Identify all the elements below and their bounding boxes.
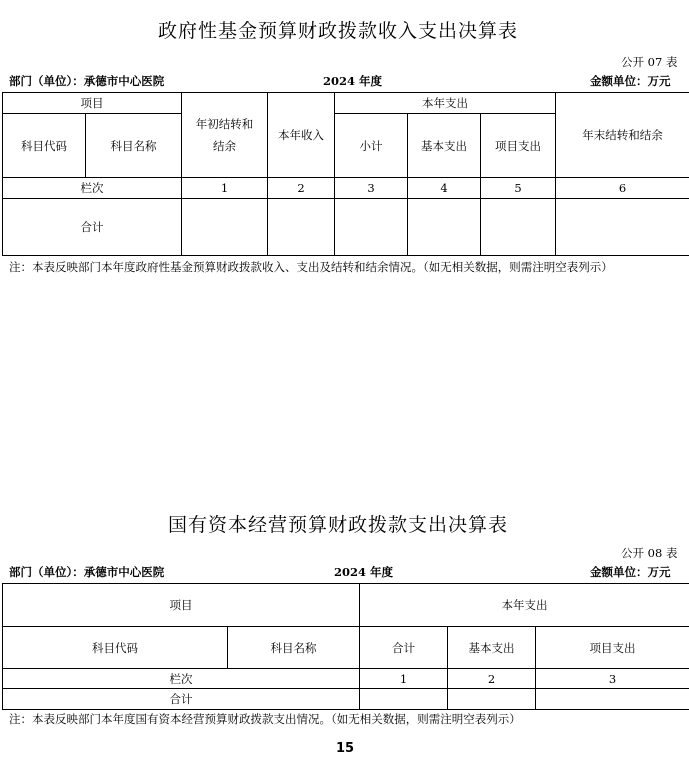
total-cell xyxy=(448,689,536,710)
col-num: 5 xyxy=(481,178,556,199)
total-label: 合计 xyxy=(3,689,360,710)
total-cell xyxy=(408,199,481,256)
table8-year: 2024 年度 xyxy=(334,565,394,579)
table8-code: 公开 08 表 xyxy=(621,546,678,560)
total-label: 合计 xyxy=(3,199,182,256)
header-income: 本年收入 xyxy=(268,93,335,178)
total-cell xyxy=(268,199,335,256)
row-label: 栏次 xyxy=(3,669,360,689)
col-num: 1 xyxy=(360,669,448,689)
col-num: 2 xyxy=(448,669,536,689)
table7-unit: 金额单位：万元 xyxy=(590,74,671,88)
header-begin-balance: 年初结转和结余 xyxy=(182,93,268,178)
table8-note: 注：本表反映部门本年度国有资本经营预算财政拨款支出情况。（如无相关数据，则需注明空表列示） xyxy=(9,712,521,726)
col-num: 4 xyxy=(408,178,481,199)
page-number: 15 xyxy=(336,741,355,756)
header-expense: 本年支出 xyxy=(360,584,689,627)
header-subtotal: 小计 xyxy=(335,114,408,178)
header-expense: 本年支出 xyxy=(335,93,556,114)
total-cell xyxy=(556,199,689,256)
col-num: 3 xyxy=(536,669,689,689)
table7-total-row xyxy=(3,199,689,256)
header-total: 合计 xyxy=(360,627,448,669)
table7-col-number-row xyxy=(3,178,689,199)
col-num: 1 xyxy=(182,178,268,199)
header-subject-name: 科目名称 xyxy=(228,627,360,669)
header-project: 项目支出 xyxy=(536,627,689,669)
header-project: 项目支出 xyxy=(481,114,556,178)
table7-code: 公开 07 表 xyxy=(621,55,678,69)
header-end-balance: 年末结转和结余 xyxy=(556,93,689,178)
total-cell xyxy=(360,689,448,710)
table7-year: 2024 年度 xyxy=(323,74,383,88)
header-subject-name: 科目名称 xyxy=(86,114,182,178)
col-num: 2 xyxy=(268,178,335,199)
total-cell xyxy=(182,199,268,256)
row-label: 栏次 xyxy=(3,178,182,199)
total-cell xyxy=(536,689,689,710)
header-subject-code: 科目代码 xyxy=(3,114,86,178)
header-basic: 基本支出 xyxy=(448,627,536,669)
table8-title: 国有资本经营预算财政拨款支出决算表 xyxy=(168,514,509,536)
table8-col-number-row xyxy=(3,669,689,689)
col-num: 3 xyxy=(335,178,408,199)
header-item: 项目 xyxy=(3,93,182,114)
table7 xyxy=(2,92,689,256)
table7-title: 政府性基金预算财政拨款收入支出决算表 xyxy=(158,20,519,42)
table7-dept: 部门（单位）：承德市中心医院 xyxy=(9,74,165,88)
header-item: 项目 xyxy=(3,584,360,627)
table7-note: 注：本表反映部门本年度政府性基金预算财政拨款收入、支出及结转和结余情况。（如无相关数据，则需注明空表列示） xyxy=(9,260,613,274)
table8-unit: 金额单位：万元 xyxy=(590,565,671,579)
header-basic: 基本支出 xyxy=(408,114,481,178)
total-cell xyxy=(481,199,556,256)
table8-total-row xyxy=(3,689,689,710)
total-cell xyxy=(335,199,408,256)
table8-dept: 部门（单位）：承德市中心医院 xyxy=(9,565,165,579)
header-subject-code: 科目代码 xyxy=(3,627,228,669)
col-num: 6 xyxy=(556,178,689,199)
table8 xyxy=(2,583,689,710)
